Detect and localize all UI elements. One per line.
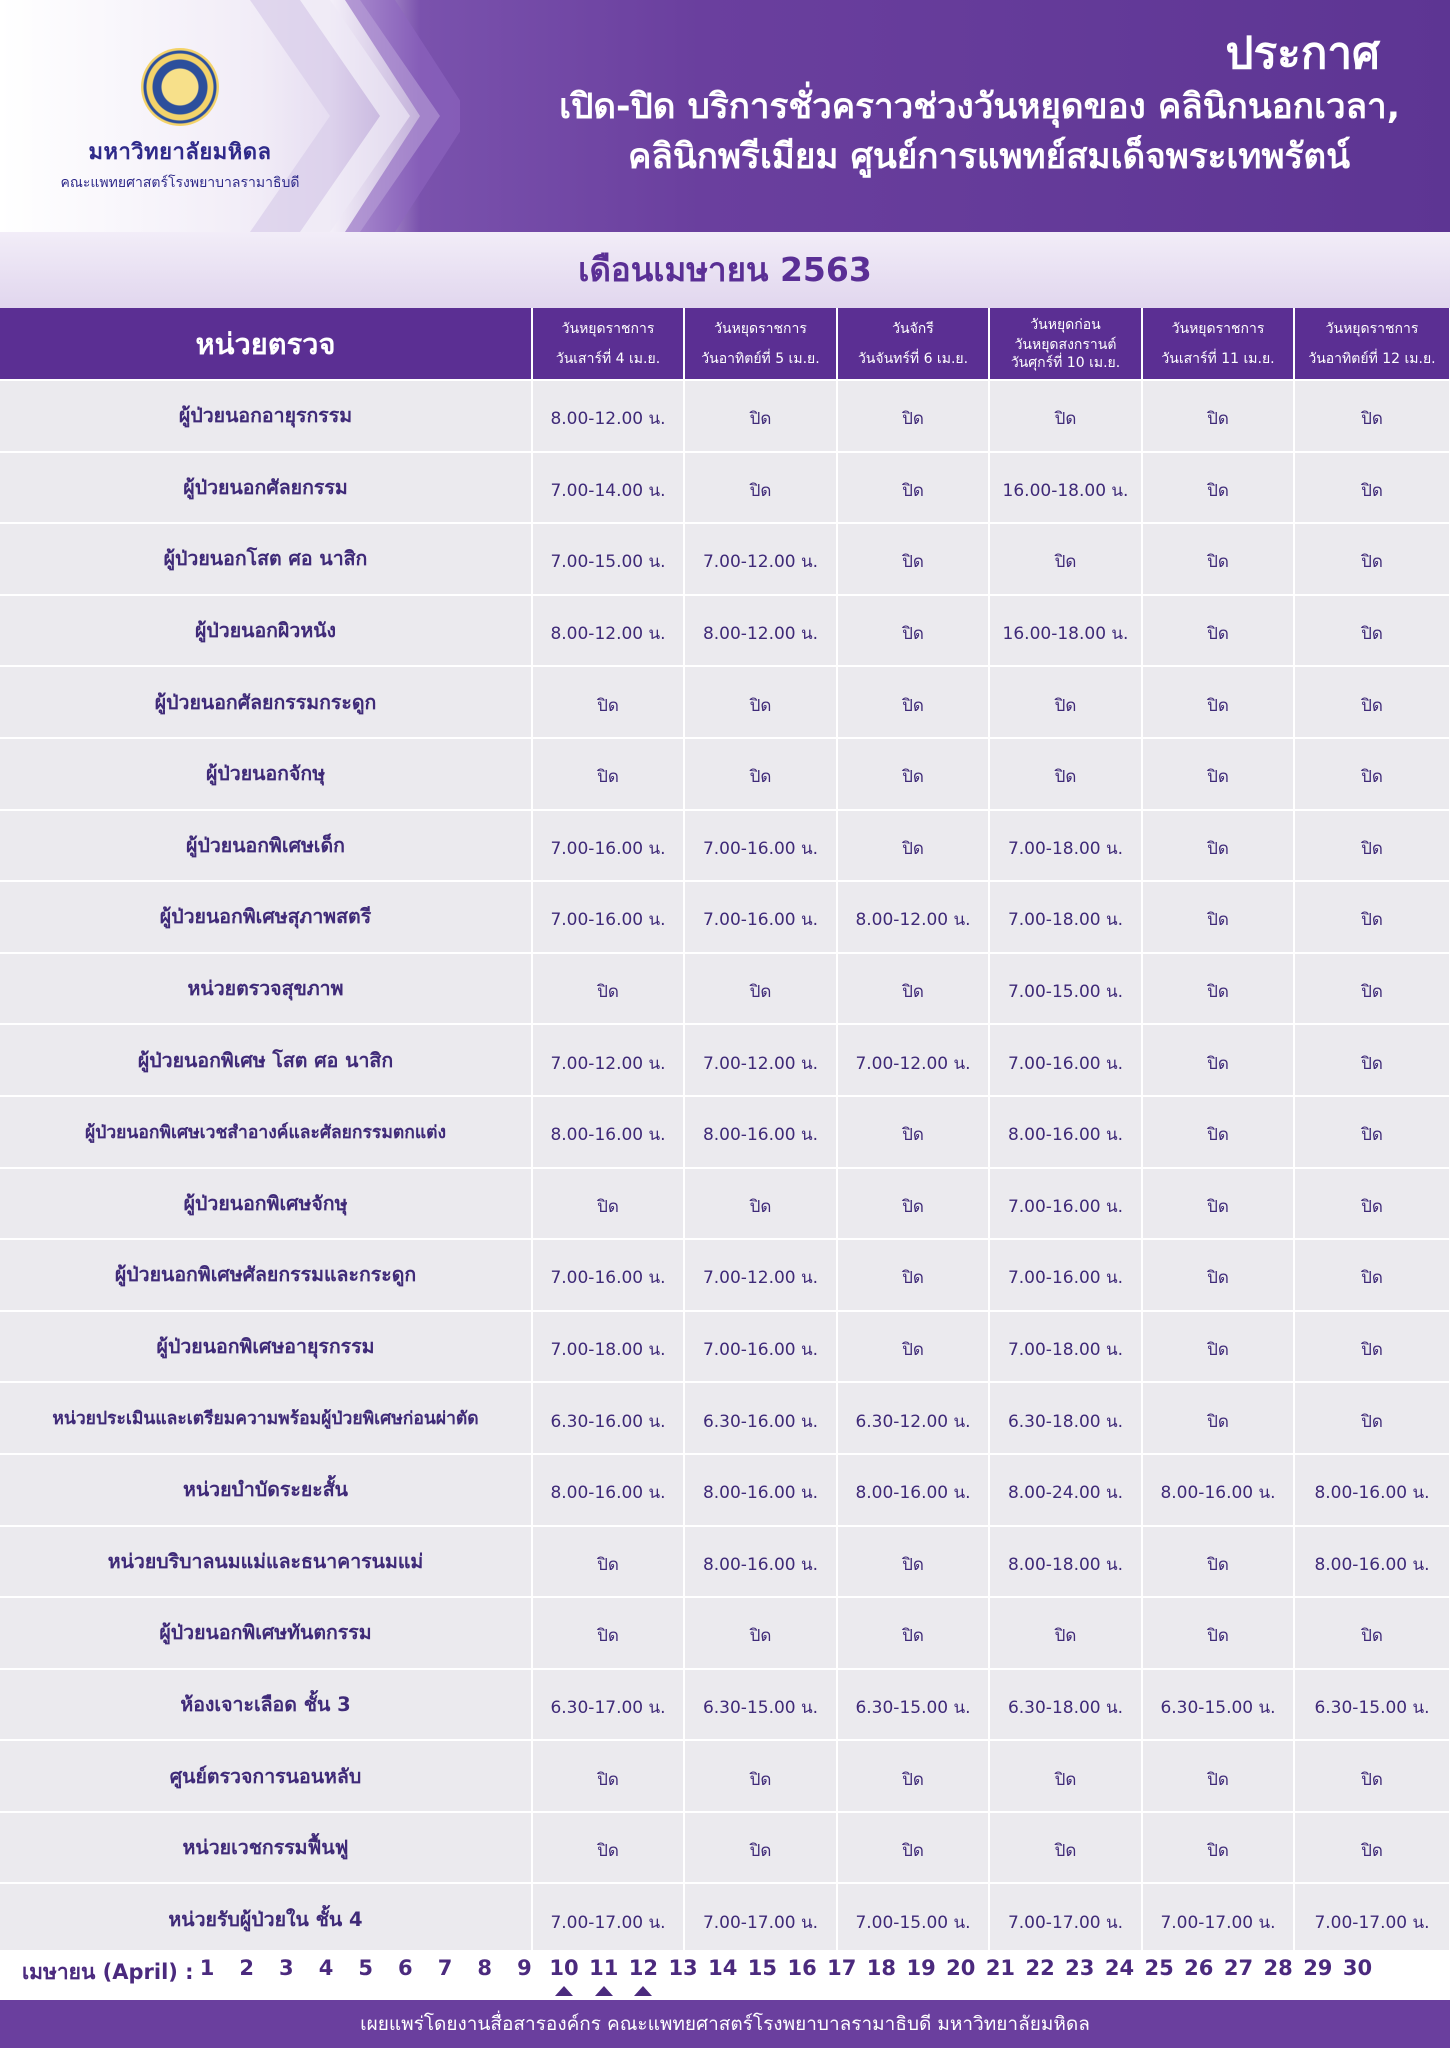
hours-cell: 7.00-14.00 น. xyxy=(532,452,684,524)
table-row xyxy=(0,953,1450,1025)
unit-name-cell: ศูนย์ตรวจการนอนหลับ xyxy=(0,1740,532,1812)
calendar-day: 15 xyxy=(747,1956,778,1980)
hours-cell: ปิด xyxy=(684,1740,837,1812)
faculty-name: คณะแพทยศาสตร์โรงพยาบาลรามาธิบดี xyxy=(60,175,300,191)
hours-cell: 8.00-12.00 น. xyxy=(532,595,684,667)
table-row xyxy=(0,1024,1450,1096)
hours-cell: 7.00-12.00 น. xyxy=(532,1024,684,1096)
hours-cell: 7.00-16.00 น. xyxy=(989,1239,1142,1311)
logo-block xyxy=(30,48,330,198)
table-row xyxy=(0,452,1450,524)
hours-cell: 7.00-17.00 น. xyxy=(1294,1883,1450,1955)
hours-cell: ปิด xyxy=(684,380,837,452)
hours-cell: 6.30-15.00 น. xyxy=(1142,1669,1294,1741)
hours-cell: 7.00-16.00 น. xyxy=(532,881,684,953)
day-column-header xyxy=(1142,308,1294,380)
triangle-up-icon xyxy=(634,1986,652,1996)
hours-cell: ปิด xyxy=(684,666,837,738)
hours-cell: 6.30-12.00 น. xyxy=(837,1382,989,1454)
hours-cell: 7.00-12.00 น. xyxy=(837,1024,989,1096)
hours-cell: 7.00-15.00 น. xyxy=(989,953,1142,1025)
unit-name-cell: ผู้ป่วยนอกศัลยกรรมกระดูก xyxy=(0,666,532,738)
hours-cell: ปิด xyxy=(837,380,989,452)
hours-cell: 7.00-15.00 น. xyxy=(837,1883,989,1955)
hours-cell: 7.00-15.00 น. xyxy=(532,523,684,595)
table-row xyxy=(0,1597,1450,1669)
hours-cell: 16.00-18.00 น. xyxy=(989,595,1142,667)
hours-cell: ปิด xyxy=(1142,452,1294,524)
hours-cell: ปิด xyxy=(1294,523,1450,595)
hours-cell: ปิด xyxy=(1294,881,1450,953)
hours-cell: ปิด xyxy=(532,738,684,810)
hours-cell: ปิด xyxy=(837,452,989,524)
hours-cell: 8.00-16.00 น. xyxy=(1294,1454,1450,1526)
hours-cell: ปิด xyxy=(1294,1024,1450,1096)
hours-cell: ปิด xyxy=(837,1812,989,1884)
mahidol-seal-icon xyxy=(141,48,219,126)
hours-cell: ปิด xyxy=(1142,1526,1294,1598)
table-row xyxy=(0,738,1450,810)
hours-cell: ปิด xyxy=(684,452,837,524)
calendar-day: 20 xyxy=(946,1956,976,1980)
hours-cell: ปิด xyxy=(684,1812,837,1884)
hours-cell: 6.30-16.00 น. xyxy=(684,1382,837,1454)
day-type-label: วันหยุดราชการ xyxy=(1325,320,1419,337)
hours-cell: ปิด xyxy=(1294,595,1450,667)
hours-cell: ปิด xyxy=(1142,738,1294,810)
hours-cell: ปิด xyxy=(837,595,989,667)
footer-text: เผยแพร่โดยงานสื่อสารองค์กร คณะแพทยศาสตร์โรงพยาบาลรามาธิบดี มหาวิทยาลัยมหิดล xyxy=(360,2013,1090,2035)
calendar-day: 24 xyxy=(1104,1956,1135,1980)
unit-name-cell: ผู้ป่วยนอกพิเศษอายุรกรรม xyxy=(0,1311,532,1383)
calendar-day: 2 xyxy=(239,1956,254,1980)
hours-cell: 6.30-18.00 น. xyxy=(989,1669,1142,1741)
hours-cell: ปิด xyxy=(1142,1311,1294,1383)
day-column-header xyxy=(532,308,684,380)
day-type-label: วันหยุดราชการ xyxy=(714,320,807,337)
hours-cell: ปิด xyxy=(837,1168,989,1240)
calendar-days xyxy=(190,1956,1400,1986)
hours-cell: 7.00-17.00 น. xyxy=(532,1883,684,1955)
month-band xyxy=(0,232,1450,308)
hours-cell: 6.30-18.00 น. xyxy=(989,1382,1142,1454)
hours-cell: 7.00-16.00 น. xyxy=(684,881,837,953)
hours-cell: ปิด xyxy=(1142,1382,1294,1454)
calendar-day: 16 xyxy=(787,1956,817,1980)
hours-cell: 7.00-17.00 น. xyxy=(989,1883,1142,1955)
unit-name-cell: ผู้ป่วยนอกศัลยกรรม xyxy=(0,452,532,524)
hours-cell: 8.00-16.00 น. xyxy=(989,1096,1142,1168)
hours-cell: 8.00-16.00 น. xyxy=(532,1454,684,1526)
day-date-label: วันจันทร์ที่ 6 เม.ย. xyxy=(857,350,969,367)
table-row xyxy=(0,666,1450,738)
calendar-day: 23 xyxy=(1065,1956,1095,1980)
unit-name-cell: ผู้ป่วยนอกอายุรกรรม xyxy=(0,380,532,452)
title-line-1: ประกาศ xyxy=(1225,28,1380,79)
table-row xyxy=(0,1168,1450,1240)
unit-name-cell: ผู้ป่วยนอกพิเศษเวชสำอางค์และศัลยกรรมตกแต่ง xyxy=(0,1096,532,1168)
hours-cell: 8.00-16.00 น. xyxy=(532,1096,684,1168)
hours-cell: 8.00-12.00 น. xyxy=(532,380,684,452)
hours-cell: ปิด xyxy=(1294,1597,1450,1669)
hours-cell: 7.00-12.00 น. xyxy=(684,523,837,595)
table-row xyxy=(0,881,1450,953)
hours-cell: ปิด xyxy=(1294,738,1450,810)
hours-cell: 6.30-15.00 น. xyxy=(1294,1669,1450,1741)
hours-cell: 7.00-16.00 น. xyxy=(684,1311,837,1383)
hours-cell: 7.00-18.00 น. xyxy=(532,1311,684,1383)
unit-name-cell: ผู้ป่วยนอกพิเศษศัลยกรรมและกระดูก xyxy=(0,1239,532,1311)
day-column-header xyxy=(989,308,1142,380)
hours-cell: 8.00-16.00 น. xyxy=(837,1454,989,1526)
calendar-day: 22 xyxy=(1025,1956,1055,1980)
hours-cell: ปิด xyxy=(532,1168,684,1240)
university-name: มหาวิทยาลัยมหิดล xyxy=(88,140,272,165)
hours-cell: 7.00-18.00 น. xyxy=(989,1311,1142,1383)
hours-cell: ปิด xyxy=(532,1812,684,1884)
table-row xyxy=(0,1311,1450,1383)
footer-bar xyxy=(0,2000,1450,2048)
hours-cell: 6.30-15.00 น. xyxy=(837,1669,989,1741)
hours-cell: 8.00-12.00 น. xyxy=(684,595,837,667)
calendar-day: 4 xyxy=(318,1956,334,1980)
hours-cell: ปิด xyxy=(1142,810,1294,882)
hours-cell: ปิด xyxy=(1142,1597,1294,1669)
calendar-label: เมษายน (April) : xyxy=(22,1960,194,1984)
table-row xyxy=(0,1740,1450,1812)
triangle-up-icon xyxy=(595,1986,613,1996)
hours-cell: ปิด xyxy=(532,1526,684,1598)
table-row xyxy=(0,595,1450,667)
unit-name-cell: หน่วยรับผู้ป่วยใน ชั้น 4 xyxy=(0,1883,532,1955)
day-date-label: วันเสาร์ที่ 11 เม.ย. xyxy=(1161,350,1275,367)
hours-cell: 6.30-17.00 น. xyxy=(532,1669,684,1741)
hours-cell: ปิด xyxy=(837,738,989,810)
schedule-body xyxy=(0,380,1450,1955)
header-banner xyxy=(0,0,1450,232)
hours-cell: ปิด xyxy=(1142,595,1294,667)
hours-cell: ปิด xyxy=(1294,666,1450,738)
hours-cell: ปิด xyxy=(989,1740,1142,1812)
day-type-label: วันจักรี xyxy=(892,320,934,337)
hours-cell: ปิด xyxy=(1142,1239,1294,1311)
hours-cell: ปิด xyxy=(1142,523,1294,595)
hours-cell: ปิด xyxy=(837,1597,989,1669)
hours-cell: ปิด xyxy=(837,810,989,882)
calendar-day: 26 xyxy=(1184,1956,1214,1980)
calendar-day: 12 xyxy=(628,1956,658,1980)
hours-cell: ปิด xyxy=(1294,1382,1450,1454)
hours-cell: 7.00-16.00 น. xyxy=(989,1168,1142,1240)
calendar-day: 17 xyxy=(827,1956,857,1980)
hours-cell: ปิด xyxy=(989,1597,1142,1669)
hours-cell: ปิด xyxy=(1142,666,1294,738)
hours-cell: 8.00-16.00 น. xyxy=(1294,1526,1450,1598)
hours-cell: ปิด xyxy=(532,953,684,1025)
day-date-label: วันอาทิตย์ที่ 12 เม.ย. xyxy=(1308,350,1436,367)
unit-name-cell: ผู้ป่วยนอกพิเศษเด็ก xyxy=(0,810,532,882)
hours-cell: 8.00-12.00 น. xyxy=(837,881,989,953)
hours-cell: ปิด xyxy=(1142,953,1294,1025)
hours-cell: ปิด xyxy=(837,1096,989,1168)
table-row xyxy=(0,1669,1450,1741)
hours-cell: ปิด xyxy=(1294,810,1450,882)
day-date-label: วันศุกร์ที่ 10 เม.ย. xyxy=(1010,354,1121,371)
hours-cell: ปิด xyxy=(837,953,989,1025)
calendar-day: 29 xyxy=(1303,1956,1333,1980)
hours-cell: 7.00-12.00 น. xyxy=(684,1239,837,1311)
hours-cell: ปิด xyxy=(684,738,837,810)
hours-cell: ปิด xyxy=(989,738,1142,810)
calendar-day: 19 xyxy=(906,1956,936,1980)
unit-name-cell: หน่วยประเมินและเตรียมความพร้อมผู้ป่วยพิเศษก่อนผ่าตัด xyxy=(0,1382,532,1454)
hours-cell: ปิด xyxy=(837,523,989,595)
table-row xyxy=(0,1812,1450,1884)
calendar-day: 10 xyxy=(549,1956,579,1980)
title-line-2: เปิด-ปิด บริการชั่วคราวช่วงวันหยุดของ คลินิกนอกเวลา, xyxy=(559,87,1400,127)
unit-name-cell: ผู้ป่วยนอกพิเศษสุภาพสตรี xyxy=(0,881,532,953)
hours-cell: 7.00-17.00 น. xyxy=(684,1883,837,1955)
hours-cell: 7.00-16.00 น. xyxy=(989,1024,1142,1096)
calendar-day: 18 xyxy=(866,1956,897,1980)
unit-name-cell: หน่วยตรวจสุขภาพ xyxy=(0,953,532,1025)
hours-cell: ปิด xyxy=(684,1597,837,1669)
calendar-day: 28 xyxy=(1263,1956,1293,1980)
unit-name-cell: ผู้ป่วยนอกจักษุ xyxy=(0,738,532,810)
hours-cell: 6.30-16.00 น. xyxy=(532,1382,684,1454)
hours-cell: ปิด xyxy=(532,666,684,738)
hours-cell: ปิด xyxy=(1142,380,1294,452)
table-header-row xyxy=(0,308,1450,380)
hours-cell: 7.00-18.00 น. xyxy=(989,810,1142,882)
hours-cell: 8.00-16.00 น. xyxy=(684,1096,837,1168)
triangle-up-icon xyxy=(555,1986,573,1996)
hours-cell: 7.00-18.00 น. xyxy=(989,881,1142,953)
hours-cell: ปิด xyxy=(989,523,1142,595)
month-title: เดือนเมษายน 2563 xyxy=(578,250,872,289)
calendar-day: 3 xyxy=(279,1956,294,1980)
calendar-day: 13 xyxy=(668,1956,698,1980)
unit-name-cell: ผู้ป่วยนอกพิเศษทันตกรรม xyxy=(0,1597,532,1669)
hours-cell: ปิด xyxy=(837,1239,989,1311)
calendar-day: 6 xyxy=(398,1956,413,1980)
hours-cell: ปิด xyxy=(837,1311,989,1383)
hours-cell: ปิด xyxy=(1294,1096,1450,1168)
table-row xyxy=(0,380,1450,452)
unit-name-cell: ผู้ป่วยนอกพิเศษ โสต ศอ นาสิก xyxy=(0,1024,532,1096)
calendar-day: 27 xyxy=(1223,1956,1254,1980)
hours-cell: ปิด xyxy=(837,1526,989,1598)
hours-cell: ปิด xyxy=(1142,1024,1294,1096)
hours-cell: ปิด xyxy=(1294,452,1450,524)
day-date-label: วันเสาร์ที่ 4 เม.ย. xyxy=(555,350,661,367)
hours-cell: ปิด xyxy=(1142,1168,1294,1240)
hours-cell: 8.00-24.00 น. xyxy=(989,1454,1142,1526)
hours-cell: 8.00-18.00 น. xyxy=(989,1526,1142,1598)
hours-cell: 8.00-16.00 น. xyxy=(684,1526,837,1598)
table-row xyxy=(0,1382,1450,1454)
announcement-title xyxy=(480,26,1400,182)
table-row xyxy=(0,810,1450,882)
table-row xyxy=(0,1239,1450,1311)
unit-name-cell: ผู้ป่วยนอกโสต ศอ นาสิก xyxy=(0,523,532,595)
day-column-header xyxy=(684,308,837,380)
hours-cell: ปิด xyxy=(1142,1096,1294,1168)
hours-cell: ปิด xyxy=(1294,1239,1450,1311)
calendar-day: 1 xyxy=(199,1956,215,1980)
hours-cell: ปิด xyxy=(989,666,1142,738)
calendar-day: 25 xyxy=(1144,1956,1174,1980)
hours-cell: ปิด xyxy=(1142,881,1294,953)
table-row xyxy=(0,1454,1450,1526)
hours-cell: ปิด xyxy=(1294,1168,1450,1240)
hours-cell: 7.00-16.00 น. xyxy=(684,810,837,882)
hours-cell: ปิด xyxy=(1142,1812,1294,1884)
day-type-label: วันหยุดก่อน xyxy=(1030,316,1101,333)
calendar-day: 30 xyxy=(1342,1956,1373,1980)
calendar-day: 14 xyxy=(708,1956,738,1980)
hours-cell: ปิด xyxy=(1294,1812,1450,1884)
unit-name-cell: หน่วยบำบัดระยะสั้น xyxy=(0,1454,532,1526)
hours-cell: 16.00-18.00 น. xyxy=(989,452,1142,524)
hours-cell: ปิด xyxy=(1294,1740,1450,1812)
hours-cell: ปิด xyxy=(532,1740,684,1812)
day-column-header xyxy=(1294,308,1450,380)
hours-cell: ปิด xyxy=(684,953,837,1025)
hours-cell: 8.00-16.00 น. xyxy=(684,1454,837,1526)
hours-cell: 7.00-16.00 น. xyxy=(532,1239,684,1311)
hours-cell: 7.00-17.00 น. xyxy=(1142,1883,1294,1955)
hours-cell: ปิด xyxy=(989,380,1142,452)
calendar-day: 11 xyxy=(589,1956,619,1980)
hours-cell: 6.30-15.00 น. xyxy=(684,1669,837,1741)
calendar-day: 7 xyxy=(437,1956,453,1980)
title-line-3: คลินิกพรีเมียม ศูนย์การแพทย์สมเด็จพระเทพรัตน์ xyxy=(627,137,1350,177)
hours-cell: ปิด xyxy=(989,1812,1142,1884)
calendar-day: 9 xyxy=(517,1956,532,1980)
hours-cell: ปิด xyxy=(837,666,989,738)
hours-cell: 8.00-16.00 น. xyxy=(1142,1454,1294,1526)
hours-cell: ปิด xyxy=(684,1168,837,1240)
hours-cell: ปิด xyxy=(1294,953,1450,1025)
hours-cell: ปิด xyxy=(532,1597,684,1669)
unit-name-cell: ผู้ป่วยนอกพิเศษจักษุ xyxy=(0,1168,532,1240)
day-type-label: วันหยุดสงกรานต์ xyxy=(1014,336,1117,353)
unit-name-cell: ห้องเจาะเลือด ชั้น 3 xyxy=(0,1669,532,1741)
unit-name-cell: หน่วยเวชกรรมฟื้นฟู xyxy=(0,1812,532,1884)
hours-cell: ปิด xyxy=(1142,1740,1294,1812)
table-row xyxy=(0,523,1450,595)
table-row xyxy=(0,1526,1450,1598)
unit-name-cell: ผู้ป่วยนอกผิวหนัง xyxy=(0,595,532,667)
calendar-day: 5 xyxy=(358,1956,373,1980)
hours-cell: ปิด xyxy=(1294,380,1450,452)
hours-cell: ปิด xyxy=(837,1740,989,1812)
calendar-day: 8 xyxy=(477,1956,493,1980)
calendar-strip xyxy=(0,1950,1450,1995)
day-type-label: วันหยุดราชการ xyxy=(561,320,655,337)
table-row xyxy=(0,1883,1450,1955)
day-type-label: วันหยุดราชการ xyxy=(1171,320,1265,337)
schedule-table xyxy=(0,308,1450,1956)
day-date-label: วันอาทิตย์ที่ 5 เม.ย. xyxy=(701,350,820,367)
unit-column-header: หน่วยตรวจ xyxy=(0,308,532,380)
hours-cell: 7.00-12.00 น. xyxy=(684,1024,837,1096)
unit-name-cell: หน่วยบริบาลนมแม่และธนาคารนมแม่ xyxy=(0,1526,532,1598)
table-row xyxy=(0,1096,1450,1168)
hours-cell: 7.00-16.00 น. xyxy=(532,810,684,882)
day-column-header xyxy=(837,308,989,380)
calendar-day: 21 xyxy=(985,1956,1016,1980)
hours-cell: ปิด xyxy=(1294,1311,1450,1383)
